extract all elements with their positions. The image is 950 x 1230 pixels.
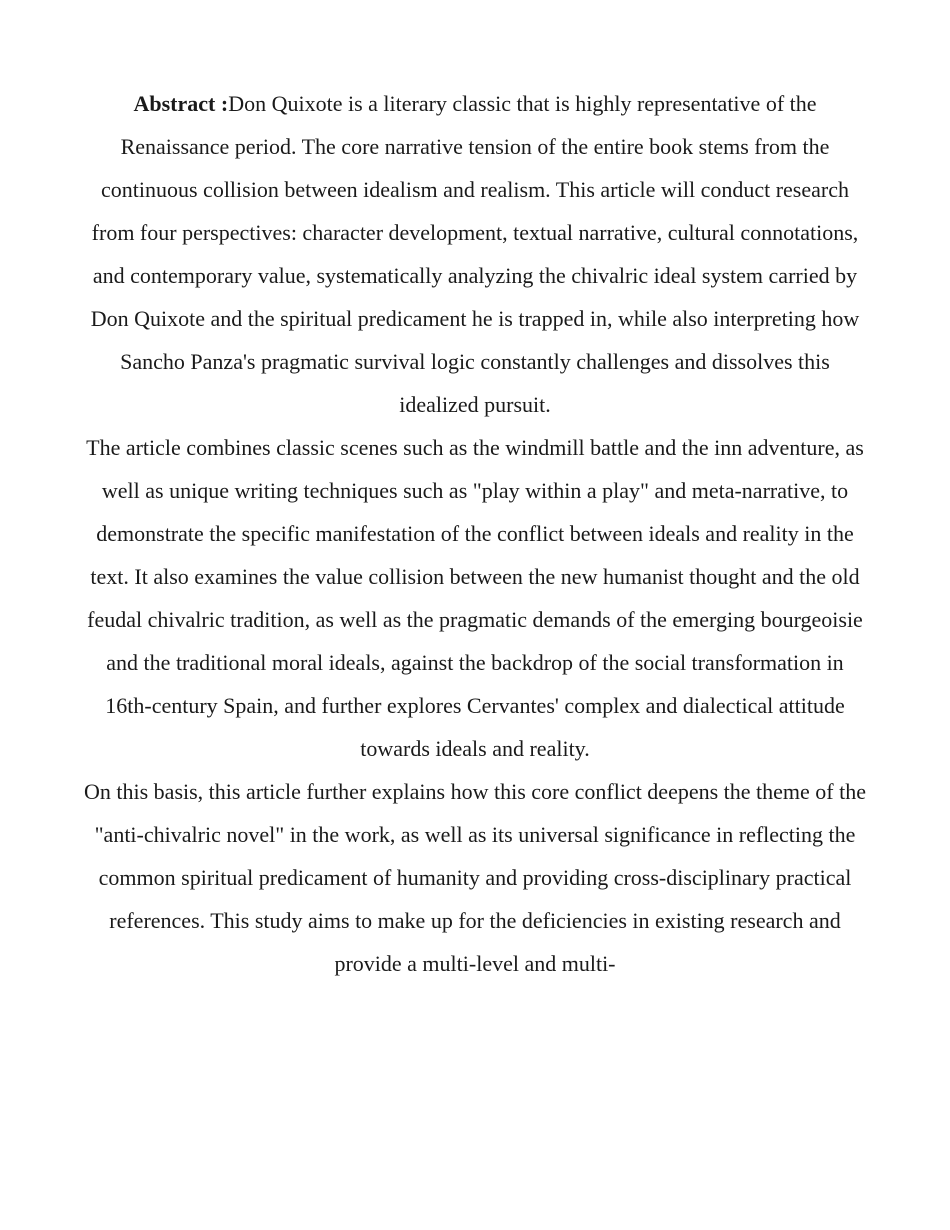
document-page xyxy=(82,82,868,985)
abstract-paragraph-3: On this basis, this article further explains how this core conflict deepens the theme of the "anti-chivalric novel" in the work, as well as its universal significance in reflecting the common spiritual predicament of humanity and providing cross-disciplinary practical references. This study aims to make up for the deficiencies in existing research and provide a multi-level and multi- xyxy=(84,779,866,976)
abstract-paragraph-2: The article combines classic scenes such as the windmill battle and the inn adventure, as well as unique writing techniques such as "play within a play" and meta-narrative, to demonstrate the specific manifestation of the conflict between ideals and reality in the text. It also examines the value collision between the new humanist thought and the old feudal chivalric tradition, as well as the pragmatic demands of the emerging bourgeoisie and the traditional moral ideals, against the backdrop of the social transformation in 16th-century Spain, and further explores Cervantes' complex and dialectical attitude towards ideals and reality. xyxy=(86,435,864,761)
abstract-label: Abstract : xyxy=(133,91,229,116)
abstract-paragraph-1-text: Don Quixote is a literary classic that is highly representative of the Renaissance period. The core narrative tension of the entire book stems from the continuous collision between idealism and realism. This article will conduct research from four perspectives: character development, textual narrative, cultural connotations, and contemporary value, systematically analyzing the chivalric ideal system carried by Don Quixote and the spiritual predicament he is trapped in, while also interpreting how Sancho Panza's pragmatic survival logic constantly challenges and dissolves this idealized pursuit. xyxy=(90,91,860,417)
abstract-paragraph-1 xyxy=(82,82,868,426)
